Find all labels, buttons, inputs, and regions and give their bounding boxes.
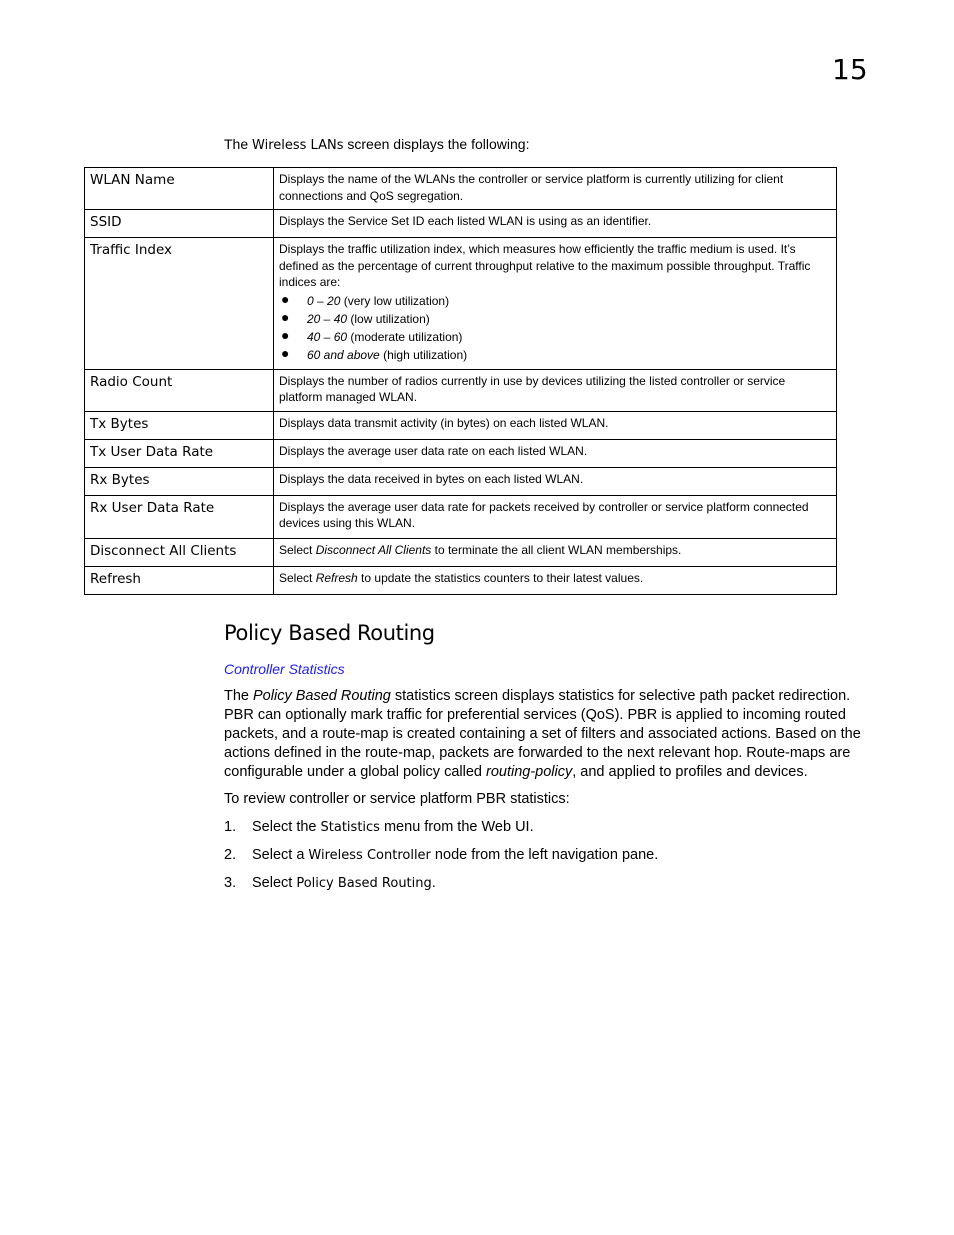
desc-prefix: Select <box>279 570 316 585</box>
step-number: 1. <box>224 819 237 835</box>
range-value: 60 and above <box>307 347 380 362</box>
bullet-icon: ● <box>281 308 290 325</box>
field-description: Displays data transmit activity (in bytes) on each listed WLAN. <box>274 411 837 439</box>
intro-suffix: screen displays the following: <box>343 136 530 152</box>
field-description: Displays the Service Set ID each listed WLAN is using as an identifier. <box>274 210 837 238</box>
desc-suffix: to terminate the all client WLAN memberships. <box>431 542 682 557</box>
step-ui-term: Statistics <box>320 820 380 835</box>
bullet-icon: ● <box>281 326 290 343</box>
procedure-intro: To review controller or service platform PBR statistics: <box>224 791 570 807</box>
table-row <box>85 467 837 495</box>
para-emphasis: routing-policy <box>485 764 573 780</box>
para-emphasis: Policy Based Routing <box>253 688 391 704</box>
section-heading: Policy Based Routing <box>224 621 435 645</box>
field-name: Disconnect All Clients <box>85 538 274 566</box>
bullet-icon: ● <box>281 344 290 361</box>
step-text: Select <box>252 875 297 891</box>
field-definition-table <box>84 167 837 595</box>
intro-screen-name: Wireless LANs <box>252 138 344 153</box>
desc-prefix: Select <box>279 542 316 557</box>
field-name: Radio Count <box>85 369 274 411</box>
intro-text <box>224 134 529 156</box>
table-row <box>85 411 837 439</box>
range-value: 20 – 40 <box>307 311 348 326</box>
step-text: menu from the Web UI. <box>379 819 534 835</box>
step-number: 2. <box>224 847 237 863</box>
list-item <box>279 346 828 364</box>
field-name: Traffic Index <box>85 238 274 370</box>
step-text: Select a <box>252 847 309 863</box>
step-text: node from the left navigation pane. <box>430 847 659 863</box>
desc-suffix: to update the statistics counters to their latest values. <box>357 570 644 585</box>
field-name: Refresh <box>85 566 274 594</box>
field-description: Displays the number of radios currently in use by devices utilizing the listed controller or service platform managed WLAN. <box>274 369 837 411</box>
table-row <box>85 538 837 566</box>
intro-prefix: The <box>224 136 253 152</box>
table-row <box>85 369 837 411</box>
para-text: The <box>224 688 254 704</box>
range-label: (moderate utilization) <box>347 329 463 344</box>
desc-emphasis: Disconnect All Clients <box>315 542 432 557</box>
list-item <box>224 818 658 846</box>
field-name: Tx Bytes <box>85 411 274 439</box>
field-description: Displays the data received in bytes on each listed WLAN. <box>274 467 837 495</box>
range-label: (high utilization) <box>379 347 468 362</box>
table-row <box>85 566 837 594</box>
traffic-index-list <box>279 292 828 364</box>
chapter-number: 15 <box>832 53 868 86</box>
procedure-steps <box>224 818 658 902</box>
field-name: SSID <box>85 210 274 238</box>
list-item <box>224 874 658 902</box>
table-row <box>85 168 837 210</box>
step-ui-term: Policy Based Routing <box>296 876 432 891</box>
field-name: Rx User Data Rate <box>85 495 274 538</box>
table-row <box>85 495 837 538</box>
step-ui-term: Wireless Controller <box>308 848 431 863</box>
field-description: Displays the average user data rate for packets received by controller or service platform connected devices using this WLAN. <box>274 495 837 538</box>
bullet-icon: ● <box>281 290 290 307</box>
field-description <box>274 566 837 594</box>
desc-emphasis: Refresh <box>315 570 358 585</box>
field-description <box>274 538 837 566</box>
field-description <box>274 238 837 370</box>
field-name: WLAN Name <box>85 168 274 210</box>
table-row <box>85 439 837 467</box>
field-description: Displays the average user data rate on each listed WLAN. <box>274 439 837 467</box>
range-label: (very low utilization) <box>340 293 450 308</box>
controller-statistics-link[interactable]: Controller Statistics <box>224 661 345 677</box>
field-name: Tx User Data Rate <box>85 439 274 467</box>
list-item <box>279 292 828 310</box>
pbr-description-paragraph <box>224 687 872 782</box>
field-description: Displays the name of the WLANs the controller or service platform is currently utilizing for client connections and QoS segregation. <box>274 168 837 210</box>
list-item <box>279 328 828 346</box>
para-text: , and applied to profiles and devices. <box>572 764 808 780</box>
step-text: Select the <box>252 819 321 835</box>
table-row <box>85 238 837 370</box>
table-row <box>85 210 837 238</box>
traffic-index-text: Displays the traffic utilization index, which measures how efficiently the traffic medium is used. It’s defined as the percentage of current throughput relative to the maximum possible throughput. Traffic indices are: <box>279 242 811 289</box>
range-value: 0 – 20 <box>307 293 341 308</box>
range-value: 40 – 60 <box>307 329 348 344</box>
step-text: . <box>431 875 436 891</box>
list-item <box>224 846 658 874</box>
range-label: (low utilization) <box>347 311 430 326</box>
field-name: Rx Bytes <box>85 467 274 495</box>
para-text: statistics screen displays statistics for selective path packet redirection. PBR can optionally mark traffic for preferential services (QoS). PBR is applied to incoming routed packets, and a route-map is created containing a set of filters and associated actions. Based on the actions defined in the route-map, packets are forwarded to the next relevant hop. Route-maps are configurable under a global policy called <box>224 688 861 780</box>
step-number: 3. <box>224 875 237 891</box>
list-item <box>279 310 828 328</box>
